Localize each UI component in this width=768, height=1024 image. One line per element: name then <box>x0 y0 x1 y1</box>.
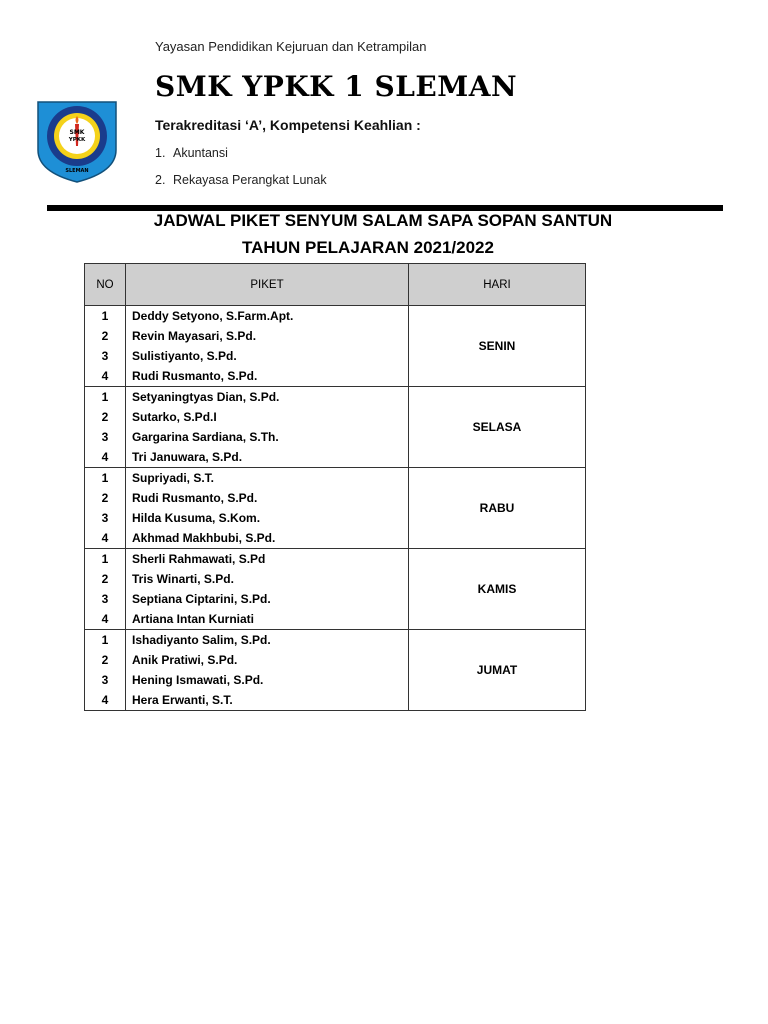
staff-name: Anik Pratiwi, S.Pd. <box>132 653 238 667</box>
row-number: 4 <box>101 531 109 545</box>
day-cell: SELASA <box>409 387 586 468</box>
piket-cell <box>126 468 409 549</box>
header-piket: PIKET <box>126 264 409 306</box>
competency-item <box>155 146 327 173</box>
staff-name: Hilda Kusuma, S.Kom. <box>132 511 261 525</box>
logo-text-smk: SMK <box>69 129 85 136</box>
row-number: 2 <box>101 572 109 586</box>
staff-name: Akhmad Makhbubi, S.Pd. <box>132 531 276 545</box>
number-cell <box>85 630 126 711</box>
row-number: 2 <box>101 491 109 505</box>
staff-name: Rudi Rusmanto, S.Pd. <box>132 369 258 383</box>
row-number: 4 <box>101 450 109 464</box>
row-number: 1 <box>101 309 109 323</box>
table-row <box>85 468 586 549</box>
schedule-subtitle: TAHUN PELAJARAN 2021/2022 <box>242 238 494 257</box>
row-number: 3 <box>101 430 109 444</box>
row-number: 2 <box>101 653 109 667</box>
day-cell: RABU <box>409 468 586 549</box>
table-row <box>85 306 586 387</box>
foundation-name: Yayasan Pendidikan Kejuruan dan Ketrampilan <box>155 39 427 54</box>
day-cell: JUMAT <box>409 630 586 711</box>
staff-name: Deddy Setyono, S.Farm.Apt. <box>132 309 294 323</box>
competency-number: 2. <box>155 173 166 187</box>
staff-name: Hening Ismawati, S.Pd. <box>132 673 264 687</box>
competency-name: Rekayasa Perangkat Lunak <box>173 173 327 187</box>
staff-name: Tri Januwara, S.Pd. <box>132 450 243 464</box>
number-cell <box>85 387 126 468</box>
staff-name: Septiana Ciptarini, S.Pd. <box>132 592 271 606</box>
table-header-row <box>85 264 586 306</box>
staff-name: Hera Erwanti, S.T. <box>132 693 233 707</box>
piket-cell <box>126 306 409 387</box>
header-hari: HARI <box>409 264 586 306</box>
number-cell <box>85 549 126 630</box>
row-number: 2 <box>101 410 109 424</box>
piket-cell <box>126 549 409 630</box>
row-number: 1 <box>101 471 109 485</box>
row-number: 1 <box>101 552 109 566</box>
staff-name: Revin Mayasari, S.Pd. <box>132 329 257 343</box>
row-number: 3 <box>101 511 109 525</box>
staff-name: Tris Winarti, S.Pd. <box>132 572 234 586</box>
number-cell <box>85 468 126 549</box>
staff-name: Sherli Rahmawati, S.Pd <box>132 552 266 566</box>
table-body <box>85 306 586 711</box>
school-name: SMK YPKK 1 SLEMAN <box>155 70 518 103</box>
day-cell: KAMIS <box>409 549 586 630</box>
row-number: 3 <box>101 349 109 363</box>
schedule-table <box>84 263 586 711</box>
logo-text-sleman: SLEMAN <box>65 168 89 174</box>
table-row <box>85 387 586 468</box>
row-number: 2 <box>101 329 109 343</box>
staff-name: Setyaningtyas Dian, S.Pd. <box>132 390 280 404</box>
staff-name: Supriyadi, S.T. <box>132 471 215 485</box>
staff-name: Artiana Intan Kurniati <box>132 612 255 626</box>
staff-name: Sulistiyanto, S.Pd. <box>132 349 237 363</box>
row-number: 1 <box>101 633 109 647</box>
row-number: 4 <box>101 693 109 707</box>
row-number: 1 <box>101 390 109 404</box>
accreditation-text: Terakreditasi ‘A’, Kompetensi Keahlian : <box>155 117 421 133</box>
logo-text-ypkk: YPKK <box>68 137 86 143</box>
row-number: 4 <box>101 612 109 626</box>
number-cell <box>85 306 126 387</box>
table-row <box>85 549 586 630</box>
competency-name: Akuntansi <box>173 146 228 160</box>
row-number: 3 <box>101 673 109 687</box>
competency-list <box>155 146 327 200</box>
staff-name: Sutarko, S.Pd.I <box>132 410 217 424</box>
piket-cell <box>126 387 409 468</box>
staff-name: Gargarina Sardiana, S.Th. <box>132 430 279 444</box>
letterhead <box>0 0 768 210</box>
competency-item <box>155 173 327 200</box>
staff-name: Rudi Rusmanto, S.Pd. <box>132 491 258 505</box>
competency-number: 1. <box>155 146 166 160</box>
school-logo <box>32 94 122 184</box>
piket-cell <box>126 630 409 711</box>
header-no: NO <box>85 264 126 306</box>
day-cell: SENIN <box>409 306 586 387</box>
row-number: 4 <box>101 369 109 383</box>
staff-name: Ishadiyanto Salim, S.Pd. <box>132 633 271 647</box>
row-number: 3 <box>101 592 109 606</box>
table-row <box>85 630 586 711</box>
schedule-title: JADWAL PIKET SENYUM SALAM SAPA SOPAN SANTUN <box>153 211 613 230</box>
